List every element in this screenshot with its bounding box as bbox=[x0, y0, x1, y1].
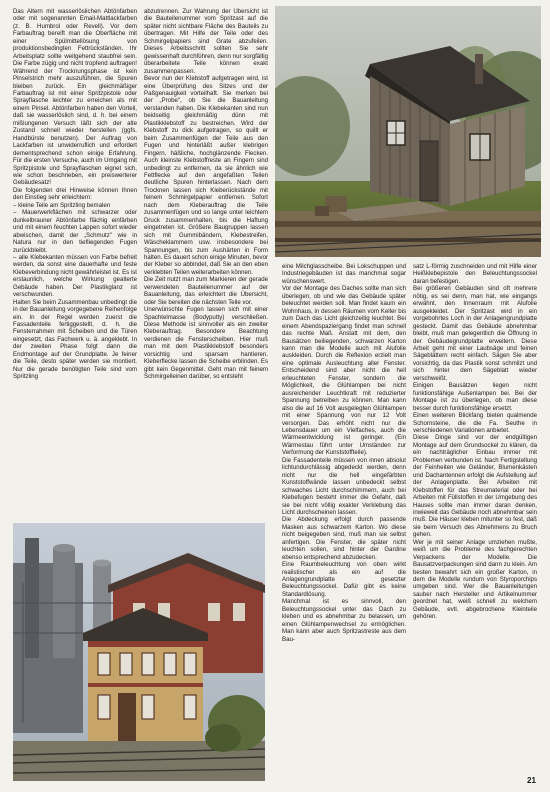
page-number: 21 bbox=[527, 776, 536, 785]
paragraph: Das Altern mit wasserlöslichen Abtönfarben oder mit sogenannten Email-Mattlackfarben (z. B. Humbrol oder Revell). Vor dem Farbauftrag bereift man die Oberfläche mit einer Spülmittellösung von produktionsbedingten Fettrückständen. Ihr Arbeitsplatz sollte weitgehend staubfrei sein. Die Farbe zügig und nicht tropfend auftragen! Während der Trocknungsphase ist kein Pinselstrich mehr auszuführen, die Spuren bleiben zurück. Ein gleichmäßiger Farbauftrag ist mit einer Spritzpistole oder Sprayflasche leichter zu erreichen als mit einem Pinsel. Abtönfarben haben den Vorteil, daß sie wasserlöslich sind, d. h. bei einem mißlungenen Versuch läßt sich der alte Zustand schnell wieder herstellen (ggfs. Handbürste benutzen). Der Auftrag von Lackfarben ist unwiderruflich und erfordert dementsprechend schon einige Erfahrung. Für die ersten Versuche, auch im Umgang mit Spritzpistole und Sprayflaschen eignet sich, wie schon beschrieben, ein preiswerterer Gebäudesatz! bbox=[13, 8, 137, 187]
paragraph: Diese Dinge sind vor der endgültigen Montage auf dem Grundsockel zu klären, da ein nachträglicher Einbau immer mit Problemen verbunden ist. Nach Fertigstellung der Feinheiten wie Geländer, Blumenkästen und Dachantennen erfolgt die Aufstellung auf der Anlagenplatte. Bei Arbeiten mit Klebstoffen für das Streumaterial oder bei Arbeiten mit Füllstoffen in der Umgebung des Hauses sollte man immer daran denken, inwieweit das Gebäude noch abnehmbar sein muß. Die Häuser kleben mitunter so fest, daß sie beim Versuch des Abnehmens zu Bruch gehen. bbox=[413, 434, 537, 539]
paragraph: Manchmal ist es sinnvoll, den Beleuchtungssockel unter das Dach zu kleben und es abnehmbar zu belassen, um einen Glühlampenwechsel zu ermöglichen. Man kann aber auch Spritzastreste aus dem Bau- bbox=[282, 598, 406, 643]
paragraph: Bei größeren Gebäuden sind oft mehrere nötig, es sei denn, man hat, wie eingangs erwähnt, den Innenraum mit Alufolie ausgekleidet. Der Spritzast wird in ein vorgebohrtes Loch in der Anlagengrundplatte gesteckt. Damit das Gebäude abnehmbar bleibt, muß man gelegentlich die Öffnung in der Gebäudegrundplatte erweitern. Diese Arbeit geht mit einer Laubsäge und feinen Sägeblättern recht einfach. Sägen Sie aber vorsichtig, da das Plastik sonst schmilzt und sich hinter dem Sägeblatt wieder verschweißt. bbox=[413, 285, 537, 382]
paragraph: eine Milchglasscheibe. Bei Lokschuppen und Industriegebäuden ist das manchmal sogar wünschenswert. bbox=[282, 263, 406, 285]
list-item: – alle Klebekanten müssen von Farbe befreit werden, da sonst eine dauerhafte und feste Klebeverbindung nicht gewährleistet ist. Es ist erstaunlich, welche Wirkung gealterte Gebäude haben. Der Plastikglanz ist verschwunden. bbox=[13, 253, 137, 299]
paragraph: Vor der Montage des Daches sollte man sich überlegen, ob und wie das Gebäude später beleuchtet werden soll. Man findet kaum ein Wohnhaus, in dessen Räumen vom Keller bis zum Dach das Licht gleichzeitig leuchtet. Bei einem Abendspaziergang findet man schnell das rechte Maß. Anstatt mit dem, den Bausätzen beiliegenden, schwarzen Karton kann man die Modelle auch mit Alufolie auskleiden. Durch die Reflexion erzielt man eine optimale Ausleuchtung aller Fenster. Entscheidend sind aber nicht die hell erleuchteten Fenster, sondern die Möglichkeit, die Glühlampen bei nicht ausreichender Leuchtkraft mit reduzierter Spannung betreiben zu können. Man kann also die auf 16 Volt ausgelegten Glühlampen mit einer Spannung von nur 12 Volt versorgen. Das erhöht nicht nur die Lebensdauer um ein Vielfaches, auch die Wärmeentwicklung ist geringer. (Ein Wärmestau führt unter Umständen zur Verformung der Kunststoffteile). bbox=[282, 285, 406, 457]
paragraph: Die Zeit nutzt man zum Markieren der gerade verwendeten Bauteilenummer auf der Bauanleitung, das erleichtert die Übersicht, oder Sie bereiten die nächsten Teile vor. bbox=[144, 276, 268, 306]
list-item: – kleine Teile am Spritzling bemalen bbox=[13, 201, 111, 209]
paragraph: Die Fassadenteile müssen von innen absolut lichtundurchlässig abgedeckt werden, denn nicht nur die hell eingefärbten Kunststoffwände lassen unbedeckt selbst schwaches Licht durchschimmern, auch bei Klebefugen besteht immer die Gefahr, daß sie bei nicht völlig exakter Verklebung das Licht durchscheinen lassen. bbox=[282, 456, 406, 516]
paragraph: Eine Raumbeleuchtung von oben wirkt realistischer als ein auf die Anlagengrundplatte gesetzter Beleuchtungssockel. Dafür gibt es keine Standardlösung. bbox=[282, 561, 406, 598]
text-column-4 bbox=[413, 263, 537, 763]
list-item: – Mauerwerkflächen mit schwarzer oder dunkelbrauner Abtönfarbe flächig einfärben und mit einem feuchten Lappen sofort wieder abwischen, damit der „Schmutz" wie in Natura nur in den tiefliegenden Fugen zurückbleibt. bbox=[13, 209, 137, 254]
paragraph: Die folgenden drei Hinweise können Ihnen den Einstieg sehr erleichtern: bbox=[13, 186, 137, 202]
paragraph: Unerwünschte Fugen lassen sich mit einer Spachtelmasse (Bodyputty) verschließen. Diese Methode ist sinnvoller als ein zweiter Kleberauftrag. Besondere Beachtung verdienen die Fensterscheiben. Hier muß man mit dem Plastikklebstoff besonders vorsichtig und sparsam hantieren. Kleberflecke lassen die Scheibe erblinden. Es gibt kein Gegenmittel. Geht man mit feinem Schmirgelleinen darüber, so entsteht bbox=[144, 306, 268, 381]
text-column-2 bbox=[144, 8, 268, 520]
paragraph: Halten Sie beim Zusammenbau unbedingt die in der Bauanleitung vorgegebene Reihenfolge ein. In der Regel werden zuerst die Fassadenteile fertiggestellt, d. h. die Fensterrahmen mit Scheiben und die Türen eingesetzt, das Fachwerk u. ä. angeklebt. In der zweiten Phase folgt dann die Endmontage auf der Grundplatte. Je feiner die Teile, desto später werden sie montiert. Nur die gerade benötigten Teile sind vom Spritzling bbox=[13, 298, 137, 381]
photo-industrial-building bbox=[13, 523, 265, 781]
paragraph: satz L-förmig zuschneiden und mit Hilfe einer Heißklebepistole den Beleuchtungssockel daran befestigen. bbox=[413, 263, 537, 285]
text-column-1 bbox=[13, 8, 137, 506]
photo-wooden-shed bbox=[275, 6, 541, 257]
paragraph: Die Abdeckung erfolgt durch passende Masken aus schwarzem Karton. Wo diese nicht beigegeben sind, muß man sie selbst anfertigen. Die Fenster, die später nicht leuchten sollen, sind hinter der Gardine ebenso entsprechend abzudecken. bbox=[282, 516, 406, 561]
paragraph: Wer je mit seiner Anlage umziehen mußte, weiß um die Probleme des fachgerechten Verpackens der Modelle. Die Bausatzverpackungen sind dann zu klein. Am besten bewahrt sich ein großer Karton, in dem die Modelle rundum von Styroporchips umgeben sind. Wer die Bauanleitungen sauber nach Hersteller und Artikelnummer geordnet hat, weiß schnell zu welchem Gebäude, evtl. abgebrochene Kleinteile gehören. bbox=[413, 538, 537, 621]
text-column-3 bbox=[282, 263, 406, 775]
paragraph: Einen weiteren Blickfang bieten qualmende Schornsteine, die die Fa. Seuthe in verschiedenen Variationen anbietet. bbox=[413, 412, 537, 434]
paragraph: Bevor nun der Klebstoff aufgetragen wird, ist eine Überprüfung des Sitzes und der Paßgenauigkeit vorteilhaft. Sie merken bei der „Probe", ob Sie die Bauanleitung verstanden haben. Die Klebekanten sind nun beidseitig gleichmäßig dünn mit Plastikklebstoff zu bestreichen. Wird der Klebstoff zu dick aufgetragen, so quillt er beim Zusammenfügen der Teile aus den Fugen und hinterläßt außer klebrigen Fingern, häßliche, hochglänzende Flecken. Auch kleinste Klebstoffreste an Fingern sind unbedingt zu entfernen, da sie ähnlich wie Fettflecke auf den angefaßten Teilen deutliche Spuren hinterlassen. Nach dem Trocknen lassen sich Kleberückstände mit feinem Schmirgelpapier entfernen. Sofort nach dem Kleberauftrag die Teile zusammenfügen und so lange unter leichtem Druck zusammenhalten, bis die Haftung eingetreten ist. Größere Baugruppen lassen sich mit Gummibändern, Klebestreifen, Wäscheklammern usw. insbesondere bei Spannungen, bis zum Aushärten in Form halten. Es dauert schon einige Minuten, bevor der Kleber so abbindet, daß Sie an den eben verklebten Teilen weiterarbeiten können. bbox=[144, 75, 268, 276]
paragraph: abzutrennen. Zur Wahrung der Übersicht ist die Bauteilenummer vom Spritzast auf die später nicht sichtbare Fläche des Bauteils zu übertragen. Mit Hilfe der Teile oder des Schmirgelpapiers sind Grate abzufeilen. Dieses Arbeitsschritt sollten Sie sehr gewissenhaft durchführen, denn nur sorgfältig überarbeitete Teile können exakt zusammenpassen. bbox=[144, 8, 268, 75]
paragraph: Einigen Bausätzen liegen nicht funktionsfähige Außenlampen bei. Bei der Montage ist zu überlegen, ob man diese besser durch funktionsfähige ersetzt. bbox=[413, 382, 537, 412]
